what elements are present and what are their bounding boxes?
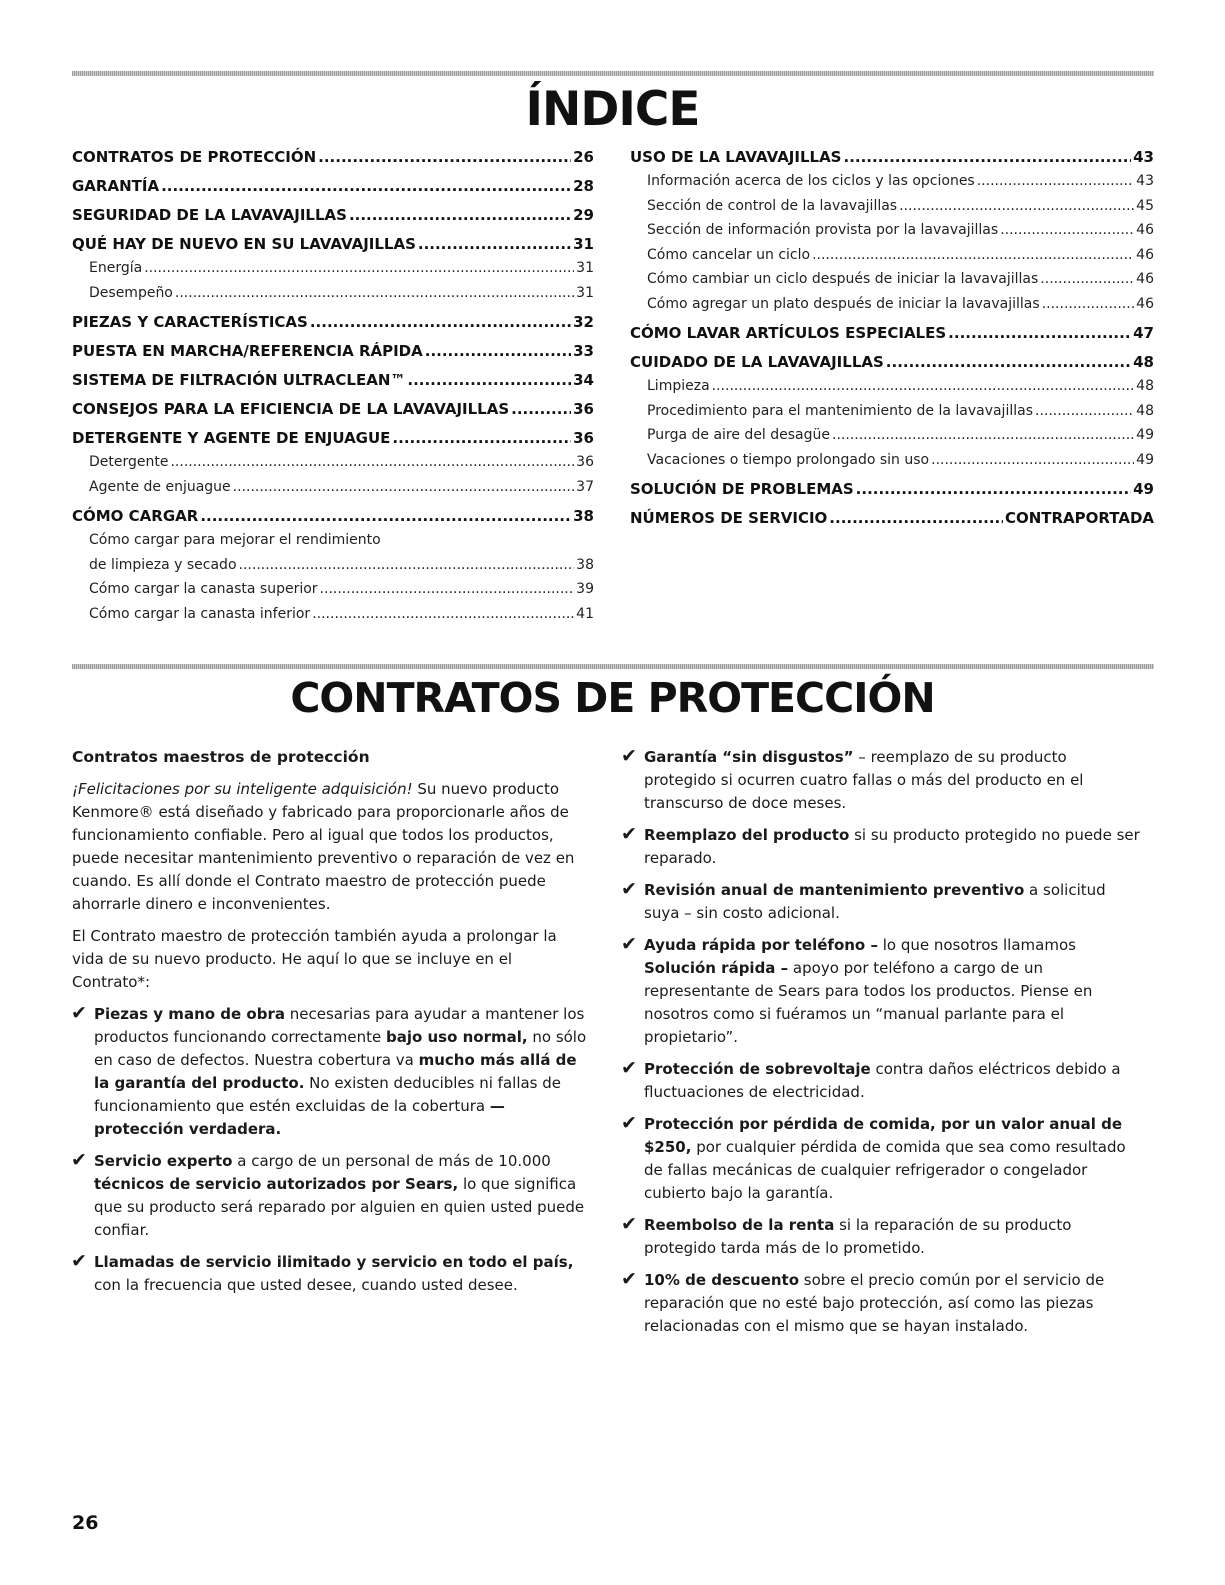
top-rule <box>72 71 1154 76</box>
toc-leader-dots <box>418 233 571 256</box>
benefit-item <box>72 1251 592 1297</box>
toc-leader-dots <box>312 602 574 627</box>
toc-entry-title: CONSEJOS PARA LA EFICIENCIA DE LA LAVAVAJILLAS <box>72 400 510 418</box>
toc-leader-dots <box>931 448 1134 473</box>
benefit-item <box>72 1150 592 1242</box>
toc-entry[interactable] <box>72 427 594 450</box>
toc-leader-dots <box>977 169 1134 194</box>
toc-entry-page: 31 <box>576 284 594 301</box>
toc-entry-title: PUESTA EN MARCHA/REFERENCIA RÁPIDA <box>72 342 423 360</box>
toc-entry-page: 48 <box>1136 402 1154 419</box>
toc-entry[interactable] <box>72 505 594 528</box>
toc-entry-page: 46 <box>1136 295 1154 312</box>
toc-entry-title: Vacaciones o tiempo prolongado sin uso <box>647 451 930 468</box>
toc-right-column <box>630 146 1154 530</box>
benefit-item <box>622 1214 1142 1260</box>
benefit-text: lo que significa que su producto será reparado por alguien en quien usted puede confiar. <box>94 1175 585 1239</box>
toc-entry[interactable] <box>72 175 594 198</box>
toc-entry[interactable] <box>72 233 594 256</box>
benefit-text: por cualquier pérdida de comida que sea como resultado de fallas mecánicas de cualquier refrigerador o congelador cubierto bajo la garantía. <box>644 1138 1126 1202</box>
toc-entry-title: USO DE LA LAVAVAJILLAS <box>630 148 842 166</box>
benefit-list-right <box>622 746 1142 1338</box>
benefit-item <box>622 1269 1142 1338</box>
toc-entry-page: 49 <box>1136 451 1154 468</box>
intro-italic: ¡Felicitaciones por su inteligente adquisición! <box>72 780 413 798</box>
toc-leader-dots <box>425 340 571 363</box>
checkmark-icon: ✔ <box>621 933 637 955</box>
left-text-column <box>72 746 592 1306</box>
toc-entry-page: 43 <box>1133 148 1154 166</box>
toc-entry[interactable] <box>72 369 594 392</box>
toc-entry[interactable] <box>72 398 594 421</box>
toc-entry[interactable] <box>630 448 1154 473</box>
benefit-text: – reemplazo de su producto protegido si ocurren cuatro fallas o más del producto en el transcurso de doce meses. <box>644 748 1084 812</box>
benefit-text: si la reparación de su producto protegido tarda más de lo prometido. <box>644 1216 1072 1257</box>
toc-entry-title: DETERGENTE Y AGENTE DE ENJUAGUE <box>72 429 391 447</box>
toc-entry-title: QUÉ HAY DE NUEVO EN SU LAVAVAJILLAS <box>72 235 416 253</box>
toc-entry-title: Agente de enjuague <box>89 478 231 495</box>
toc-entry[interactable] <box>72 528 594 553</box>
toc-entry-page: 36 <box>573 400 594 418</box>
toc-leader-dots <box>1042 292 1134 317</box>
toc-leader-dots <box>239 553 575 578</box>
toc-entry-title: CONTRATOS DE PROTECCIÓN <box>72 148 317 166</box>
toc-leader-dots <box>318 146 571 169</box>
toc-entry-page: 38 <box>573 507 594 525</box>
toc-leader-dots <box>712 374 1135 399</box>
toc-entry[interactable] <box>630 423 1154 448</box>
toc-entry-title: Cómo cargar la canasta inferior <box>89 605 311 622</box>
toc-entry-title: SEGURIDAD DE LA LAVAVAJILLAS <box>72 206 347 224</box>
toc-leader-dots <box>161 175 571 198</box>
checkmark-icon: ✔ <box>621 1213 637 1235</box>
benefit-bold-text: Servicio experto <box>94 1152 233 1170</box>
benefit-bold-text: Garantía “sin disgustos” <box>644 748 854 766</box>
toc-entry[interactable] <box>72 475 594 500</box>
checkmark-icon: ✔ <box>71 1002 87 1024</box>
toc-leader-dots <box>320 577 575 602</box>
benefit-text: no sólo en caso de defectos. Nuestra cobertura va <box>94 1028 587 1069</box>
toc-entry-title: Limpieza <box>647 378 710 394</box>
benefit-text: con la frecuencia que usted desee, cuando usted desee. <box>94 1276 518 1294</box>
toc-entry[interactable] <box>630 194 1154 219</box>
benefit-bold-text: Llamadas de servicio ilimitado y servicio en todo el país, <box>94 1253 574 1271</box>
toc-leader-dots <box>200 505 571 528</box>
toc-entry[interactable] <box>72 340 594 363</box>
benefit-bold-text: Ayuda rápida por teléfono – <box>644 936 878 954</box>
toc-left-column <box>72 146 594 626</box>
toc-entry-page: 37 <box>576 478 594 495</box>
benefit-bold-text: Protección de sobrevoltaje <box>644 1060 871 1078</box>
checkmark-icon: ✔ <box>621 1268 637 1290</box>
toc-entry[interactable] <box>630 146 1154 169</box>
section-title: CONTRATOS DE PROTECCIÓN <box>290 674 935 722</box>
toc-entry-page: 31 <box>573 235 594 253</box>
toc-entry[interactable] <box>72 450 594 475</box>
toc-entry-page: 33 <box>573 342 594 360</box>
toc-entry[interactable] <box>630 218 1154 243</box>
toc-entry-title: Cómo agregar un plato después de iniciar la lavavajillas <box>647 295 1040 312</box>
toc-entry-title: Cómo cancelar un ciclo <box>647 246 811 263</box>
benefit-bold-text: Protección por pérdida de comida, por un valor anual de $250, <box>644 1115 1123 1156</box>
toc-entry-page: 41 <box>576 605 594 622</box>
toc-entry-title: SOLUCIÓN DE PROBLEMAS <box>630 480 854 498</box>
toc-leader-dots <box>407 369 571 392</box>
toc-entry-page: 43 <box>1136 173 1154 189</box>
toc-leader-dots <box>1035 399 1134 424</box>
benefit-bold-text: mucho más allá de la garantía del producto. <box>94 1051 577 1092</box>
toc-entry-title: Purga de aire del desagüe <box>647 427 831 443</box>
toc-entry[interactable] <box>630 267 1154 292</box>
checkmark-icon: ✔ <box>621 745 637 767</box>
toc-entry-title: Procedimiento para el mantenimiento de la lavavajillas <box>647 402 1033 419</box>
benefit-list-left <box>72 1003 592 1297</box>
section-rule <box>72 664 1154 669</box>
toc-entry-page: 49 <box>1133 480 1154 498</box>
toc-entry[interactable] <box>72 553 594 578</box>
toc-leader-dots <box>829 507 1003 530</box>
toc-entry[interactable] <box>630 292 1154 317</box>
toc-leader-dots <box>832 423 1134 448</box>
toc-leader-dots <box>1040 267 1134 292</box>
toc-entry-title: Desempeño <box>89 284 173 301</box>
benefit-item <box>622 879 1142 925</box>
toc-entry-title: Cómo cambiar un ciclo después de iniciar la lavavajillas <box>647 271 1039 287</box>
toc-entry[interactable] <box>630 169 1154 194</box>
toc-entry[interactable] <box>72 256 594 281</box>
toc-entry[interactable] <box>630 351 1154 374</box>
toc-entry-page: 45 <box>1136 197 1154 214</box>
toc-entry-title: GARANTÍA <box>72 177 160 195</box>
toc-leader-dots <box>511 398 571 421</box>
index-title: ÍNDICE <box>525 82 700 137</box>
toc-entry-title: Información acerca de los ciclos y las opciones <box>647 173 975 189</box>
toc-leader-dots <box>948 322 1131 345</box>
toc-entry-page: 29 <box>573 206 594 224</box>
toc-entry-title: Detergente <box>89 454 169 470</box>
toc-entry-title: CUIDADO DE LA LAVAVAJILLAS <box>630 353 884 371</box>
toc-entry[interactable] <box>72 577 594 602</box>
toc-entry-page: 46 <box>1136 222 1154 238</box>
toc-leader-dots <box>175 281 574 306</box>
toc-entry-page: 32 <box>573 313 594 331</box>
toc-entry-title: Sección de control de la lavavajillas <box>647 197 898 214</box>
toc-leader-dots <box>144 256 574 281</box>
benefit-text: a solicitud suya – sin costo adicional. <box>644 881 1106 922</box>
toc-leader-dots <box>1000 218 1134 243</box>
benefit-item <box>622 934 1142 1049</box>
paragraph-2: El Contrato maestro de protección también ayuda a prolongar la vida de su nuevo producto. He aquí lo que se incluye en el Contrato*: <box>72 927 557 991</box>
benefit-bold-text: Solución rápida – <box>644 959 789 977</box>
checkmark-icon: ✔ <box>71 1149 87 1171</box>
toc-entry-page: 36 <box>576 454 594 470</box>
benefit-text: sobre el precio común por el servicio de reparación que no esté bajo protección, así como las piezas relacionadas con el mismo que se hayan instalado. <box>644 1271 1105 1335</box>
toc-entry-page: 28 <box>573 177 594 195</box>
toc-entry-page: 49 <box>1136 427 1154 443</box>
toc-entry-title: CÓMO CARGAR <box>72 507 199 525</box>
toc-leader-dots <box>170 450 574 475</box>
page-number: 26 <box>72 1512 99 1534</box>
toc-leader-dots <box>349 204 571 227</box>
subsection-title: Contratos maestros de protección <box>72 748 370 766</box>
benefit-text: contra daños eléctricos debido a fluctuaciones de electricidad. <box>644 1060 1121 1101</box>
toc-leader-dots <box>310 311 571 334</box>
benefit-bold-text: 10% de descuento <box>644 1271 799 1289</box>
benefit-text: No existen deducibles ni fallas de funcionamiento que estén excluidas de la cobertura <box>94 1074 562 1115</box>
toc-entry-title: Energía <box>89 260 143 276</box>
benefit-text: a cargo de un personal de más de 10.000 <box>232 1152 551 1170</box>
toc-entry-page: CONTRAPORTADA <box>1004 509 1154 527</box>
toc-entry-title: SISTEMA DE FILTRACIÓN ULTRACLEAN™ <box>72 371 406 389</box>
toc-leader-dots <box>899 194 1134 219</box>
intro-paragraph <box>72 778 592 916</box>
benefit-item <box>622 1113 1142 1205</box>
toc-entry[interactable] <box>72 146 594 169</box>
checkmark-icon: ✔ <box>621 1057 637 1079</box>
toc-entry[interactable] <box>630 478 1154 501</box>
checkmark-icon: ✔ <box>621 878 637 900</box>
benefit-bold-text: Revisión anual de mantenimiento preventivo <box>644 881 1025 899</box>
toc-entry-page: 47 <box>1133 324 1154 342</box>
benefit-text: si su producto protegido no puede ser reparado. <box>644 826 1140 867</box>
intro-text: Su nuevo producto Kenmore® está diseñado y fabricado para proporcionarle años de funcionamiento confiable. Pero al igual que todos los productos, puede necesitar mantenimiento preventivo o reparación de vez en cuando. Es allí donde el Contrato maestro de protección puede ahorrarle dinero e inconvenientes. <box>72 780 575 913</box>
toc-leader-dots <box>392 427 571 450</box>
benefit-text: lo que nosotros llamamos <box>877 936 1076 954</box>
toc-entry-title: CÓMO LAVAR ARTÍCULOS ESPECIALES <box>630 324 947 342</box>
toc-leader-dots <box>844 146 1132 169</box>
toc-entry[interactable] <box>72 311 594 334</box>
benefit-bold-text: bajo uso normal, <box>385 1028 528 1046</box>
toc-entry-page: 26 <box>573 148 594 166</box>
toc-entry-page: 38 <box>576 556 594 573</box>
toc-entry[interactable] <box>630 507 1154 530</box>
toc-entry[interactable] <box>630 374 1154 399</box>
benefit-item <box>622 746 1142 815</box>
toc-leader-dots <box>812 243 1134 268</box>
toc-entry-title: Sección de información provista por la lavavajillas <box>647 222 999 238</box>
checkmark-icon: ✔ <box>621 1112 637 1134</box>
toc-entry-page: 46 <box>1136 271 1154 287</box>
benefit-item <box>622 1058 1142 1104</box>
toc-entry[interactable] <box>630 322 1154 345</box>
toc-entry-page: 31 <box>576 260 594 276</box>
toc-entry-page: 48 <box>1133 353 1154 371</box>
benefit-bold-text: Reembolso de la renta <box>644 1216 835 1234</box>
toc-entry-title: NÚMEROS DE SERVICIO <box>630 509 828 527</box>
toc-entry[interactable] <box>630 399 1154 424</box>
toc-entry-page: 34 <box>573 371 594 389</box>
toc-entry-page: 36 <box>573 429 594 447</box>
toc-entry-page: 46 <box>1136 246 1154 263</box>
benefit-bold-text: Reemplazo del producto <box>644 826 850 844</box>
toc-entry[interactable] <box>630 243 1154 268</box>
benefit-item <box>622 824 1142 870</box>
benefit-text: necesarias para ayudar a mantener los productos funcionando correctamente <box>94 1005 585 1046</box>
toc-entry-title: Cómo cargar para mejorar el rendimiento <box>89 532 381 548</box>
toc-entry[interactable] <box>72 281 594 306</box>
toc-leader-dots <box>886 351 1131 374</box>
toc-entry-title: PIEZAS Y CARACTERÍSTICAS <box>72 313 308 331</box>
toc-leader-dots <box>856 478 1131 501</box>
checkmark-icon: ✔ <box>621 823 637 845</box>
toc-entry-page: 39 <box>576 581 594 597</box>
toc-leader-dots <box>233 475 575 500</box>
checkmark-icon: ✔ <box>71 1250 87 1272</box>
benefit-bold-text: Piezas y mano de obra <box>94 1005 285 1023</box>
toc-entry[interactable] <box>72 204 594 227</box>
benefit-bold-text: — protección verdadera. <box>94 1097 505 1138</box>
benefit-bold-text: técnicos de servicio autorizados por Sears, <box>94 1175 459 1193</box>
right-text-column <box>622 746 1142 1347</box>
toc-entry-title: de limpieza y secado <box>89 556 237 573</box>
benefit-text: apoyo por teléfono a cargo de un representante de Sears para todos los productos. Piense en nosotros como si fuéramos un “manual parlante para el propietario”. <box>644 959 1093 1046</box>
toc-entry[interactable] <box>72 602 594 627</box>
toc-entry-title: Cómo cargar la canasta superior <box>89 581 318 597</box>
benefit-item <box>72 1003 592 1141</box>
toc-entry-page: 48 <box>1136 378 1154 394</box>
